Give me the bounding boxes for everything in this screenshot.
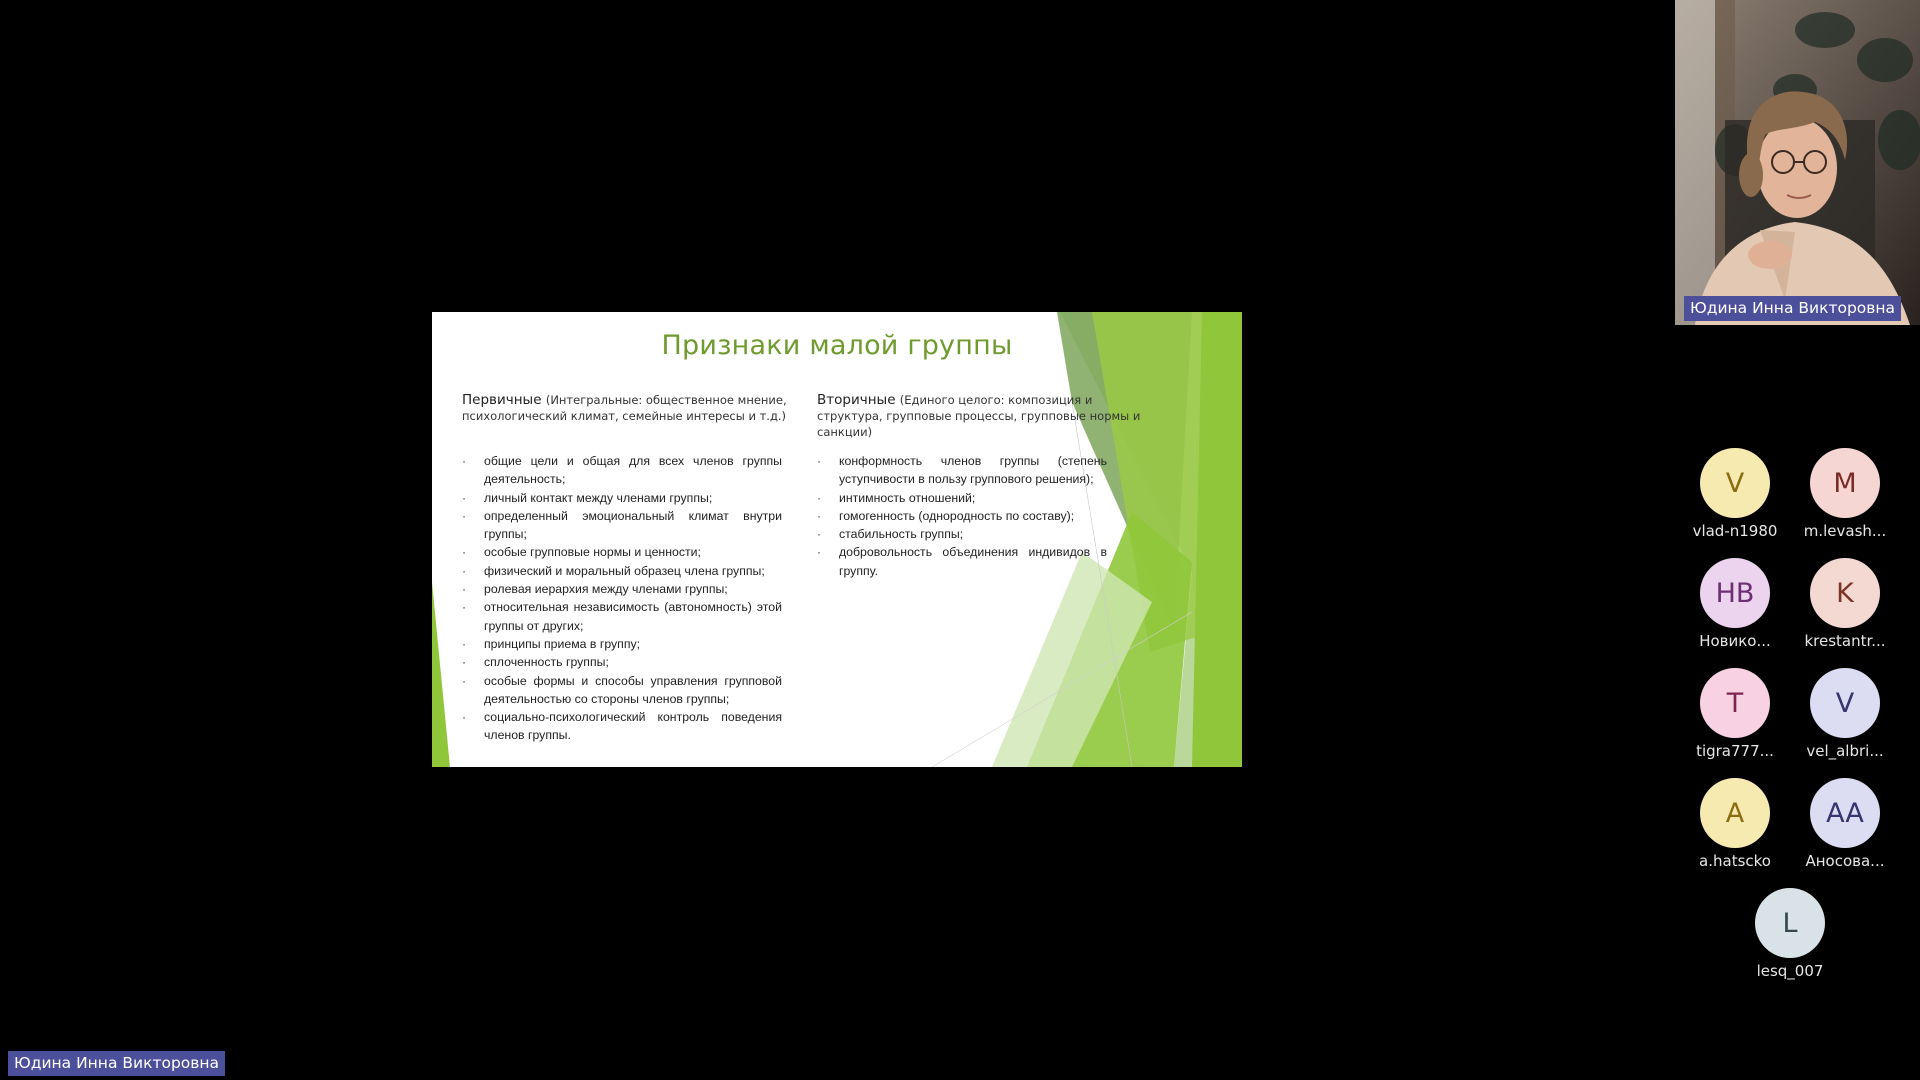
list-item: · социально-психологический контроль поведения членов группы. — [462, 708, 782, 745]
presenter-name-tag: Юдина Инна Викторовна — [1684, 296, 1901, 321]
participant-tile[interactable] — [1680, 448, 1790, 540]
participant-tile[interactable] — [1790, 778, 1900, 870]
list-item: · стабильность группы; — [817, 525, 1107, 543]
list-item: · относительная независимость (автономность) этой группы от других; — [462, 598, 782, 635]
list-item: · конформность членов группы (степень уступчивости в пользу группового решения); — [817, 452, 1107, 489]
list-item: · ролевая иерархия между членами группы; — [462, 580, 782, 598]
avatar: T — [1700, 668, 1770, 738]
avatar: V — [1810, 668, 1880, 738]
participant-tile[interactable] — [1790, 448, 1900, 540]
list-item: · сплоченность группы; — [462, 653, 782, 671]
participant-name: vel_albri... — [1806, 742, 1884, 760]
avatar: HB — [1700, 558, 1770, 628]
avatar: K — [1810, 558, 1880, 628]
secondary-subheading: (Единого целого: композиция и структура, групповые процессы, групповые нормы и санкции) — [817, 393, 1141, 439]
participant-name: a.hatscko — [1699, 852, 1771, 870]
participant-tile[interactable] — [1790, 668, 1900, 760]
presenter-video-tile[interactable] — [1675, 0, 1920, 325]
list-item: · определенный эмоциональный климат внутри группы; — [462, 507, 782, 544]
secondary-list — [817, 452, 1107, 580]
primary-subheading: (Интегральные: общественное мнение, психологический климат, семейные интересы и т.д.) — [462, 393, 787, 423]
slide-title: Признаки малой группы — [661, 330, 1013, 361]
participant-tile[interactable] — [1680, 558, 1790, 650]
list-item: · особые формы и способы управления групповой деятельностью со стороны членов группы; — [462, 672, 782, 709]
list-item: · физический и моральный образец члена группы; — [462, 562, 782, 580]
participant-name: tigra777... — [1696, 742, 1774, 760]
primary-heading-label: Первичные — [462, 392, 542, 408]
presenter-video-frame — [1675, 0, 1920, 325]
list-item: · интимность отношений; — [817, 489, 1107, 507]
participant-name: Аносова... — [1805, 852, 1885, 870]
participant-name: m.levash... — [1803, 522, 1887, 540]
participants-panel — [1680, 440, 1920, 980]
secondary-heading — [817, 392, 1157, 440]
list-item: · принципы приема в группу; — [462, 635, 782, 653]
list-item: · добровольность объединения индивидов в группу. — [817, 543, 1107, 580]
avatar: A — [1700, 778, 1770, 848]
participant-tile[interactable] — [1680, 778, 1790, 870]
avatar: M — [1810, 448, 1880, 518]
primary-list — [462, 452, 782, 745]
participant-tile[interactable] — [1735, 888, 1845, 980]
avatar: AA — [1810, 778, 1880, 848]
list-item: · гомогенность (однородность по составу); — [817, 507, 1107, 525]
list-item: · особые групповые нормы и ценности; — [462, 543, 782, 561]
participant-name: krestantr... — [1804, 632, 1886, 650]
avatar: L — [1755, 888, 1825, 958]
list-item: · личный контакт между членами группы; — [462, 489, 782, 507]
list-item: · общие цели и общая для всех членов группы деятельность; — [462, 452, 782, 489]
active-speaker-label: Юдина Инна Викторовна — [8, 1051, 225, 1076]
participant-name: vlad-n1980 — [1692, 522, 1778, 540]
shared-slide — [432, 312, 1242, 767]
participant-name: Новико... — [1699, 632, 1771, 650]
avatar: V — [1700, 448, 1770, 518]
participant-name: lesq_007 — [1756, 962, 1824, 980]
secondary-heading-label: Вторичные — [817, 392, 896, 408]
participant-tile[interactable] — [1790, 558, 1900, 650]
participant-tile[interactable] — [1680, 668, 1790, 760]
primary-heading — [462, 392, 812, 424]
